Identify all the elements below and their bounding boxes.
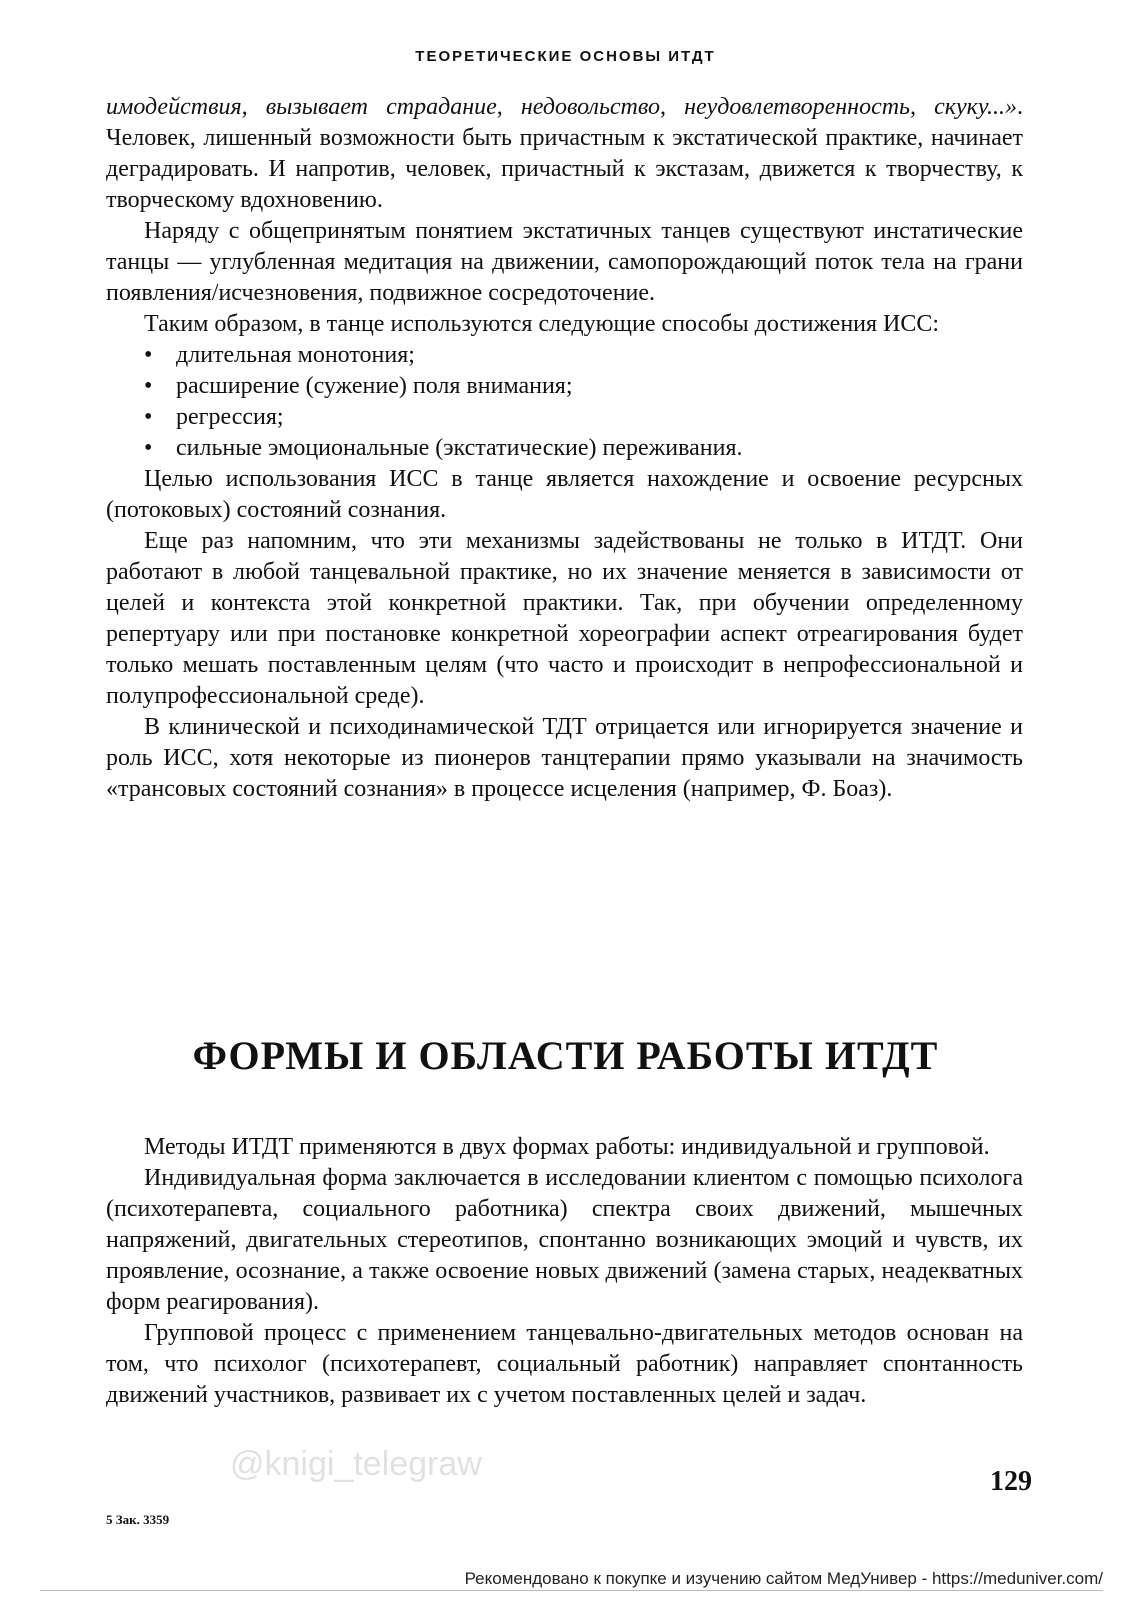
print-mark: 5 Зак. 3359 <box>106 1512 170 1527</box>
list-item: • регрессия; <box>106 402 1023 433</box>
list-item: • сильные эмоциональные (экстатические) переживания. <box>106 433 1023 464</box>
main-text-section-1 <box>106 92 1023 805</box>
paragraph-4: Целью использования ИСС в танце является нахождение и освоение ресурсных (потоковых) состояний сознания. <box>106 466 1023 523</box>
section2-paragraph-1: Методы ИТДТ применяются в двух формах работы: индивидуальной и групповой. <box>144 1134 990 1160</box>
paragraph-1 <box>106 92 1023 216</box>
paragraph-3: Таким образом, в танце используются следующие способы достижения ИСС: <box>144 311 940 337</box>
footer-recommendation-link[interactable]: Рекомендовано к покупке и изучению сайтом МедУнивер - https://meduniver.com/ <box>464 1569 1103 1588</box>
page-number: 129 <box>990 1466 1032 1497</box>
main-text-section-2 <box>106 1132 1023 1411</box>
section2-paragraph-3: Групповой процесс с применением танцевально-двигательных методов основан на том, что психолог (психотерапевт, социальный работник) направляет спонтанность движений участников, развивает их с учетом поставленных целей и задач. <box>106 1320 1023 1408</box>
paragraph-5: Еще раз напомним, что эти механизмы задействованы не только в ИТДТ. Они работают в любой танцевальной практике, но их значение меняется в зависимости от целей и контекста этой конкретной практики. Так, при обучении определенному репертуару или при постановке конкретной хореографии аспект отреагирования будет только мешать поставленным целям (что часто и происходит в непрофессиональной и полупрофессиональной среде). <box>106 528 1023 709</box>
section2-paragraph-2: Индивидуальная форма заключается в исследовании клиентом с помощью психолога (психотерапевта, социального работника) спектра своих движений, мышечных напряжений, двигательных стереотипов, спонтанно возникающих эмоций и чувств, их проявление, осознание, а также освоение новых движений (замена старых, неадекватных форм реагирования). <box>106 1165 1023 1315</box>
footer-divider <box>40 1590 1103 1591</box>
methods-list <box>106 340 1023 464</box>
running-head: ТЕОРЕТИЧЕСКИЕ ОСНОВЫ ИТДТ <box>415 48 716 65</box>
section-title: ФОРМЫ И ОБЛАСТИ РАБОТЫ ИТДТ <box>192 1033 939 1078</box>
list-item: • длительная монотония; <box>106 340 1023 371</box>
list-item: • расширение (сужение) поля внимания; <box>106 371 1023 402</box>
watermark: @knigi_telegraw <box>230 1445 482 1483</box>
paragraph-1-rest: . Человек, лишенный возможности быть причастным к экстатической практике, начинает деградировать. И напротив, человек, причастный к экстазам, движется к творчеству, к творческому вдохновению. <box>106 94 1023 213</box>
paragraph-6: В клинической и психодинамической ТДТ отрицается или игнорируется значение и роль ИСС, хотя некоторые из пионеров танцтерапии прямо указывали на значимость «трансовых состояний сознания» в процессе исцеления (например, Ф. Боаз). <box>106 714 1023 802</box>
quote-italic: имодействия, вызывает страдание, недовольство, неудовлетворенность, скуку...» <box>106 94 1017 120</box>
paragraph-2: Наряду с общепринятым понятием экстатичных танцев существуют инстатические танцы — углубленная медитация на движении, самопорождающий поток тела на грани появления/исчезновения, подвижное сосредоточение. <box>106 218 1023 306</box>
